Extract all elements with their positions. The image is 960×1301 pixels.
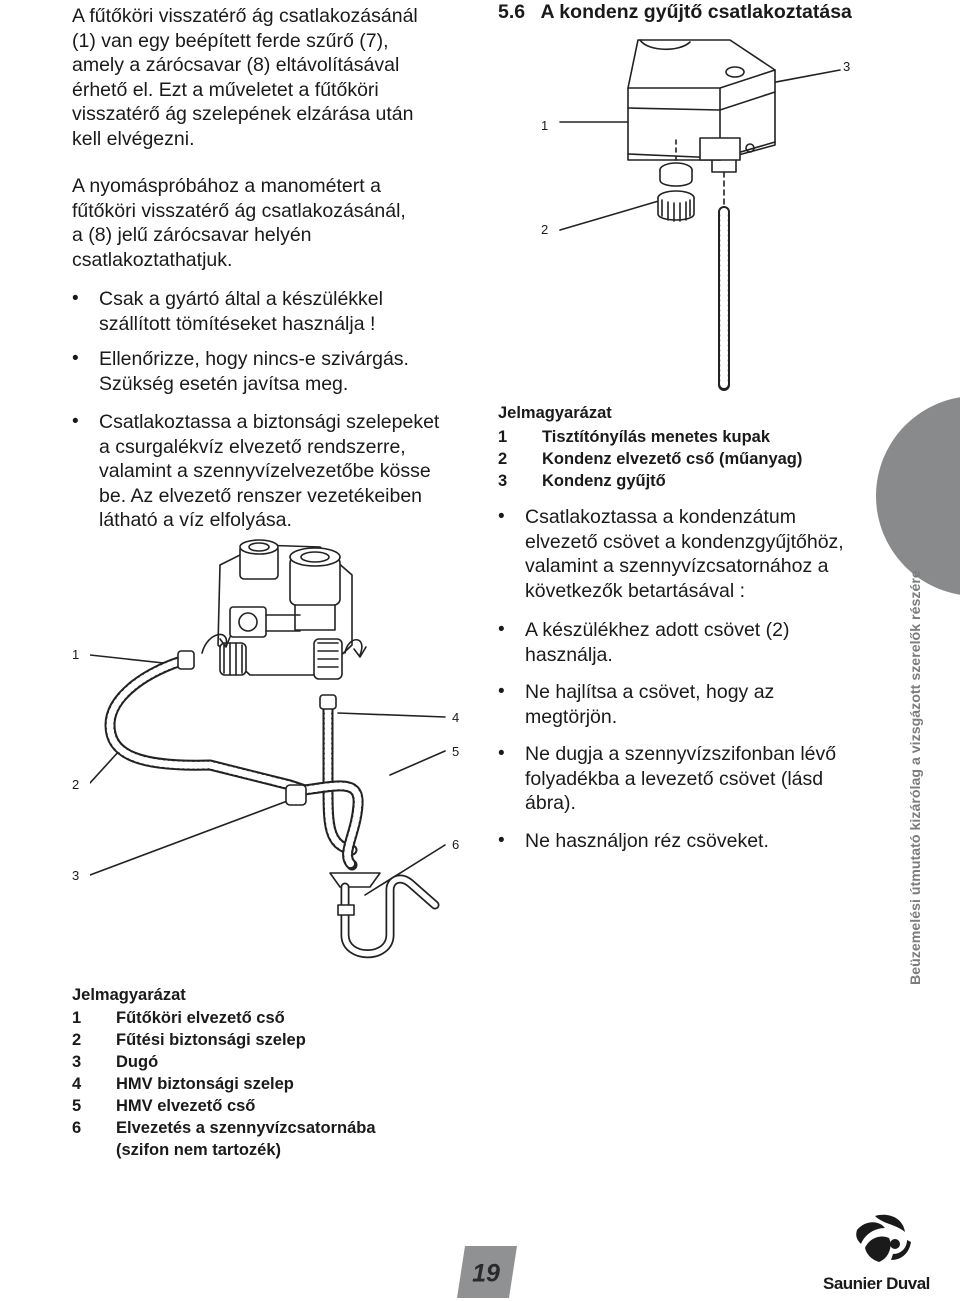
figure-callout-2: 2: [541, 222, 549, 237]
bullet-leak-check: • Ellenőrizze, hogy nincs-e szivárgás. Szükség esetén javítsa meg.: [72, 348, 409, 395]
safety-valve-drain-illustration: [90, 535, 480, 975]
side-tab-text: Beüzemelési útmutató kizárólag a vizsgázott szerelők részére: [908, 570, 924, 985]
bullet-marker: •: [72, 348, 79, 369]
bullet-marker: •: [72, 411, 79, 432]
left-legend: [72, 985, 452, 1161]
brand-name: Saunier Duval: [823, 1274, 930, 1293]
legend-item: 3 Dugó: [72, 1053, 159, 1071]
legend-item: 1 Fűtőköri elvezető cső: [72, 1009, 285, 1027]
figure-callout-6: 6: [452, 837, 460, 852]
bullet-use-supplied-pipe: • A készülékhez adott csövet (2) használja.: [498, 619, 790, 666]
figure-callout-4: 4: [452, 710, 460, 725]
legend-title: Jelmagyarázat: [72, 986, 186, 1004]
figure-callout-5: 5: [452, 744, 460, 759]
bullet-connect-condensate: • Csatlakoztassa a kondenzátum elvezető csövet a kondenzgyűjtőhöz, valamint a szennyvízcsatornához a következők betartásával :: [498, 506, 844, 602]
figure-callout-1: 1: [541, 118, 549, 133]
figure-callout-3: 3: [72, 868, 80, 883]
intro-paragraph: A fűtőköri visszatérő ág csatlakozásánál (1) van egy beépített ferde szűrő (7), amely a zárócsavar (8) eltávolításával érhető el. Ezt a műveletet a fűtőköri visszatérő ág szelepének elzárása után kell elvégezni.: [72, 5, 418, 150]
bullet-marker: •: [498, 830, 505, 851]
bullet-safety-valves: • Csatlakoztassa a biztonsági szelepeket a csurgalékvíz elvezető rendszerre, valamint a szennyvízelvezetőbe kösse be. Az elvezető renszer vezetékeiben látható a víz elfolyása.: [72, 411, 440, 531]
bullet-marker: •: [72, 288, 79, 309]
bullet-gaskets: • Csak a gyártó által a készülékkel szállított tömítéseket használja !: [72, 288, 383, 335]
legend-item: 4 HMV biztonsági szelep: [72, 1075, 294, 1093]
legend-item: 2 Kondenz elvezető cső (műanyag): [498, 450, 803, 468]
right-legend: [498, 403, 858, 492]
bullet-marker: •: [498, 681, 505, 702]
bullet-no-copper: • Ne használjon réz csöveket.: [498, 830, 769, 852]
legend-item: 6 Elvezetés a szennyvízcsatornába: [72, 1119, 376, 1137]
legend-item: 2 Fűtési biztonsági szelep: [72, 1031, 306, 1049]
legend-item: 1 Tisztítónyílás menetes kupak: [498, 428, 771, 446]
bullet-do-not-bend: • Ne hajlítsa a csövet, hogy az megtörjön.: [498, 681, 775, 728]
bullet-marker: •: [498, 506, 505, 527]
section-title: A kondenz gyűjtő csatlakoztatása: [540, 1, 852, 23]
legend-item: 5 HMV elvezető cső: [72, 1097, 256, 1115]
bullet-marker: •: [498, 743, 505, 764]
figure-callout-3: 3: [843, 59, 851, 74]
brand-logo-icon: [845, 1210, 913, 1270]
legend-item: 3 Kondenz gyűjtő: [498, 472, 666, 490]
condensate-collector-illustration: [540, 30, 870, 400]
bullet-siphon: • Ne dugja a szennyvízszifonban lévő folyadékba a levezető csövet (lásd ábra).: [498, 743, 837, 814]
section-heading: [498, 1, 852, 24]
side-tab-marker: [876, 396, 960, 596]
legend-item: (szifon nem tartozék): [116, 1141, 282, 1159]
page-number: 19: [472, 1259, 500, 1288]
bullet-marker: •: [498, 619, 505, 640]
legend-title: Jelmagyarázat: [498, 404, 612, 422]
pressure-test-paragraph: A nyomáspróbához a manométert a fűtőköri visszatérő ág csatlakozásánál, a (8) jelű zárócsavar helyén csatlakoztathatjuk.: [72, 175, 406, 271]
figure-callout-2: 2: [72, 777, 80, 792]
figure-callout-1: 1: [72, 647, 80, 662]
section-number: 5.6: [498, 1, 526, 23]
